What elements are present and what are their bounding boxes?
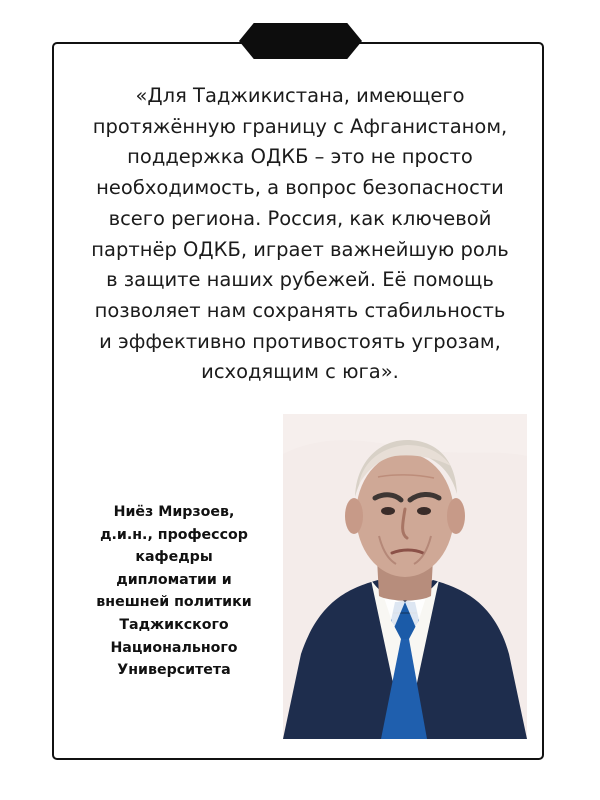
author-line: Национального <box>110 639 238 656</box>
hexagon-badge-icon <box>239 23 362 59</box>
quote-line: всего региона. Россия, как ключевой <box>108 206 492 230</box>
quote-line: поддержка ОДКБ – это не просто <box>127 145 473 169</box>
author-line: кафедры <box>135 549 213 566</box>
author-line: Ниёз Мирзоев, <box>113 504 235 520</box>
portrait-photo <box>283 414 527 739</box>
author-line: Таджикского <box>119 616 229 633</box>
quote-line: исходящим с юга». <box>201 360 399 384</box>
author-caption <box>74 501 274 682</box>
quote-line: в защите наших рубежей. Её помощь <box>106 268 494 292</box>
quote-line: партнёр ОДКБ, играет важнейшую роль <box>91 237 509 261</box>
quote-text <box>70 81 530 388</box>
quote-line: протяжённую границу с Афганистаном, <box>92 114 508 138</box>
portrait-illustration <box>283 414 527 739</box>
quote-line: позволяет нам сохранять стабильность <box>94 298 506 322</box>
author-line: дипломатии и <box>116 571 232 588</box>
quote-line: и эффективно противостоять угрозам, <box>99 329 501 353</box>
author-line: Университета <box>117 662 231 679</box>
quote-line: необходимость, а вопрос безопасности <box>96 176 504 200</box>
author-line: внешней политики <box>96 594 252 611</box>
author-line: д.и.н., профессор <box>100 526 248 543</box>
quote-line: «Для Таджикистана, имеющего <box>135 84 465 107</box>
